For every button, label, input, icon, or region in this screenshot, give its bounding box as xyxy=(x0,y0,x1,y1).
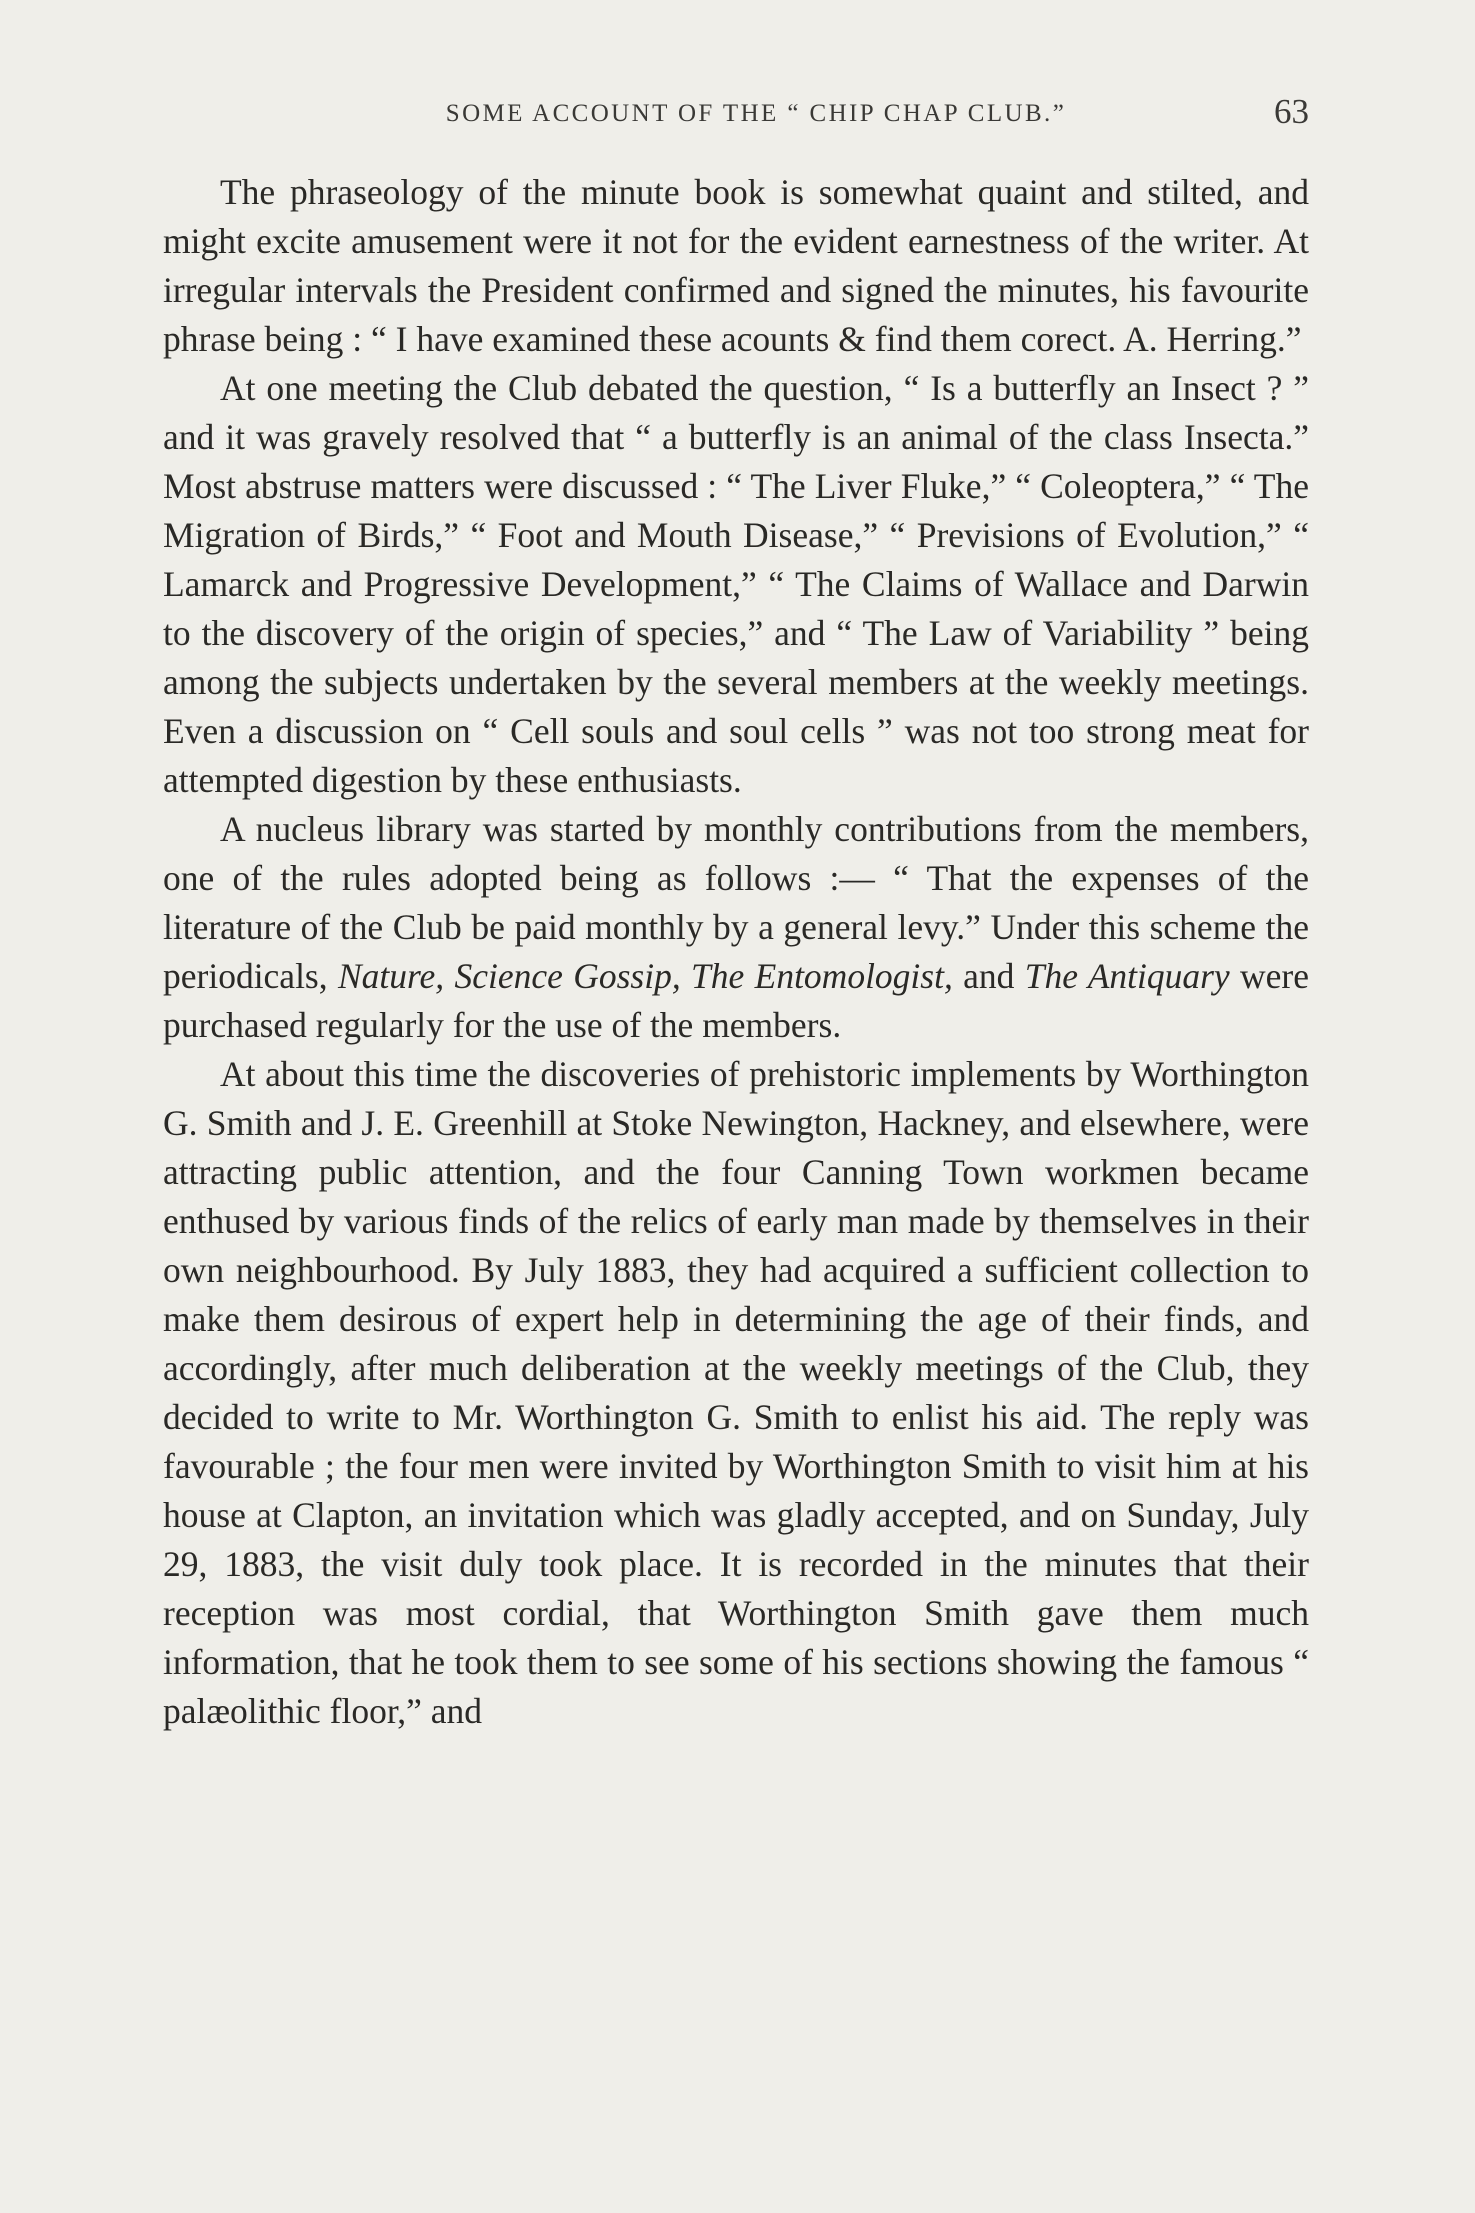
text-run: The phraseology of the minute book is somewhat quaint and stilted, and might excite amusement were it not for the evident earnestness of the writer. At irregular intervals the President confirmed and signed the minutes, his favourite phrase being : “ I have examined these acounts & find them corect. A. Herring.” xyxy=(163,172,1309,359)
paragraph-minute-book xyxy=(163,168,1309,364)
page-header xyxy=(163,92,1309,142)
text-run: and xyxy=(952,956,1025,996)
text-run xyxy=(681,956,691,996)
running-head: SOME ACCOUNT OF THE “ CHIP CHAP CLUB.” xyxy=(445,100,1067,127)
periodical-title: The Antiquary xyxy=(1024,956,1230,996)
paragraph-debates xyxy=(163,364,1309,805)
text-run: At one meeting the Club debated the question, “ Is a butterfly an Insect ? ” and it was gravely resolved that “ a butterfly is an animal of the class Insecta.” Most abstruse matters were discussed : “ The Liver Fluke,” “ Coleoptera,” “ The Migration of Birds,” “ Foot and Mouth Disease,” “ Previsions of Evolution,” “ Lamarck and Progressive Development,” “ The Claims of Wallace and Darwin to the discovery of the origin of species,” and “ The Law of Variability ” being among the subjects undertaken by the several members at the weekly meetings. Even a discussion on “ Cell souls and soul cells ” was not too strong meat for attempted digestion by these enthusiasts. xyxy=(163,368,1309,800)
text-run xyxy=(444,956,454,996)
text-run: A nucleus library was started by monthly contributions from the members, one of the rules adopted being as follows :— “ That the expenses of the literature of the Club be paid monthly by a general levy.” Under this scheme the periodicals, xyxy=(163,809,1309,996)
paragraph-prehistoric-implements xyxy=(163,1050,1309,1736)
body-text xyxy=(163,168,1309,1736)
paragraph-library xyxy=(163,805,1309,1050)
text-run: At about this time the discoveries of prehistoric implements by Worthington G. Smith and J. E. Greenhill at Stoke Newington, Hackney, and elsewhere, were attracting public attention, and the four Canning Town workmen became enthused by various finds of the relics of early man made by themselves in their own neighbourhood. By July 1883, they had acquired a sufficient collection to make them desirous of expert help in determining the age of their finds, and accordingly, after much deliberation at the weekly meetings of the Club, they decided to write to Mr. Worthington G. Smith to enlist his aid. The reply was favourable ; the four men were invited by Worthington Smith to visit him at his house at Clapton, an invitation which was gladly accepted, and on Sunday, July 29, 1883, the visit duly took place. It is recorded in the minutes that their reception was most cordial, that Worthington Smith gave them much information, that he took them to see some of his sections showing the famous “ palæolithic floor,” and xyxy=(163,1054,1309,1731)
periodical-title: Nature, xyxy=(337,956,445,996)
text-run: were purchased regularly for the use of the members. xyxy=(163,956,1310,1045)
periodical-title: The Entomologist, xyxy=(691,956,953,996)
page-number: 63 xyxy=(1274,92,1309,131)
periodical-title: Science Gossip, xyxy=(454,956,681,996)
